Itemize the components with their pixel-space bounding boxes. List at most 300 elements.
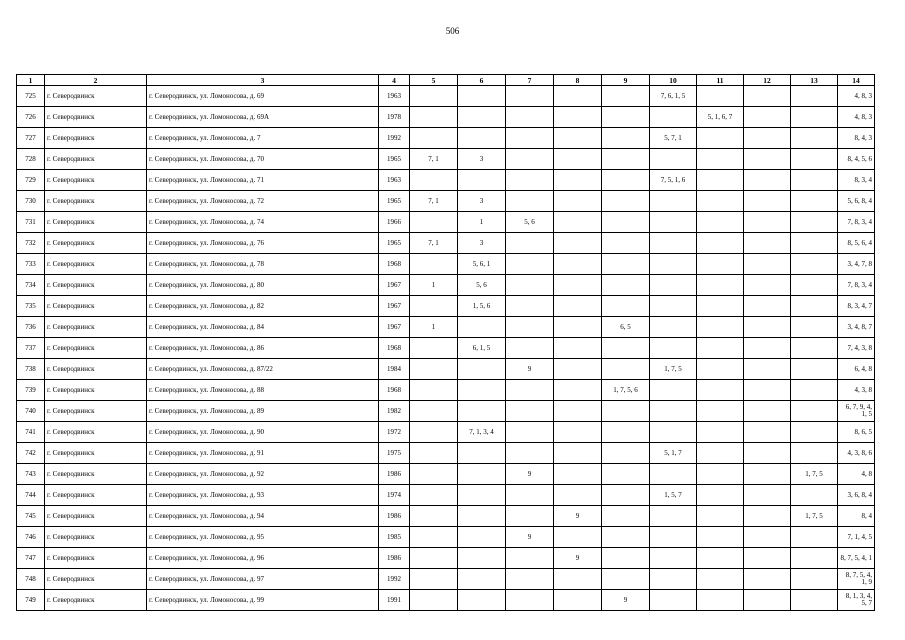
cell-col-3: г. Северодвинск, ул. Ломоносова, д. 91 <box>147 443 379 464</box>
cell-col-3: г. Северодвинск, ул. Ломоносова, д. 95 <box>147 527 379 548</box>
cell-col-3: г. Северодвинск, ул. Ломоносова, д. 87/22 <box>147 359 379 380</box>
cell-col-3: г. Северодвинск, ул. Ломоносова, д. 86 <box>147 338 379 359</box>
column-header-11: 11 <box>697 75 744 86</box>
cell-col-11 <box>697 590 744 611</box>
column-header-6: 6 <box>458 75 506 86</box>
table-row <box>17 317 875 338</box>
cell-col-12 <box>744 464 791 485</box>
cell-col-9 <box>602 275 650 296</box>
cell-col-3: г. Северодвинск, ул. Ломоносова, д. 99 <box>147 590 379 611</box>
cell-col-2: г. Северодвинск <box>45 506 147 527</box>
cell-col-1: 733 <box>17 254 45 275</box>
table-row <box>17 170 875 191</box>
cell-col-14: 7, 1, 4, 5 <box>838 527 875 548</box>
cell-col-14: 4, 3, 8, 6 <box>838 443 875 464</box>
cell-col-10 <box>650 233 697 254</box>
table-row <box>17 128 875 149</box>
cell-col-11 <box>697 380 744 401</box>
cell-col-12 <box>744 296 791 317</box>
cell-col-11 <box>697 254 744 275</box>
cell-col-7 <box>506 422 554 443</box>
cell-col-5 <box>410 212 458 233</box>
cell-col-3: г. Северодвинск, ул. Ломоносова, д. 69А <box>147 107 379 128</box>
cell-col-6 <box>458 527 506 548</box>
cell-col-13 <box>791 569 838 590</box>
cell-col-12 <box>744 527 791 548</box>
cell-col-8 <box>554 443 602 464</box>
table-row <box>17 86 875 107</box>
cell-col-1: 741 <box>17 422 45 443</box>
cell-col-7 <box>506 401 554 422</box>
cell-col-9 <box>602 548 650 569</box>
cell-col-2: г. Северодвинск <box>45 380 147 401</box>
cell-col-10: 1, 5, 7 <box>650 485 697 506</box>
cell-col-9 <box>602 422 650 443</box>
cell-col-6 <box>458 86 506 107</box>
cell-col-10 <box>650 464 697 485</box>
cell-col-2: г. Северодвинск <box>45 569 147 590</box>
cell-col-2: г. Северодвинск <box>45 107 147 128</box>
cell-col-3: г. Северодвинск, ул. Ломоносова, д. 93 <box>147 485 379 506</box>
cell-col-11 <box>697 191 744 212</box>
cell-col-14: 4, 8 <box>838 464 875 485</box>
column-header-3: 3 <box>147 75 379 86</box>
cell-col-2: г. Северодвинск <box>45 443 147 464</box>
cell-col-12 <box>744 149 791 170</box>
cell-col-4: 1967 <box>379 296 410 317</box>
table-row <box>17 506 875 527</box>
cell-col-9 <box>602 443 650 464</box>
table-row <box>17 338 875 359</box>
cell-col-1: 734 <box>17 275 45 296</box>
cell-col-4: 1986 <box>379 548 410 569</box>
cell-col-6: 1, 5, 6 <box>458 296 506 317</box>
cell-col-5: 7, 1 <box>410 149 458 170</box>
cell-col-4: 1972 <box>379 422 410 443</box>
cell-col-8 <box>554 359 602 380</box>
cell-col-10 <box>650 212 697 233</box>
cell-col-8 <box>554 233 602 254</box>
cell-col-12 <box>744 359 791 380</box>
cell-col-10 <box>650 191 697 212</box>
cell-col-14: 8, 4, 3 <box>838 128 875 149</box>
page-number: 506 <box>445 26 460 36</box>
cell-col-3: г. Северодвинск, ул. Ломоносова, д. 89 <box>147 401 379 422</box>
cell-col-11 <box>697 422 744 443</box>
cell-col-2: г. Северодвинск <box>45 191 147 212</box>
cell-col-8 <box>554 107 602 128</box>
cell-col-12 <box>744 128 791 149</box>
cell-col-9 <box>602 191 650 212</box>
table-row <box>17 485 875 506</box>
cell-col-7 <box>506 149 554 170</box>
cell-col-7 <box>506 569 554 590</box>
cell-col-7 <box>506 191 554 212</box>
cell-col-14: 8, 4 <box>838 506 875 527</box>
cell-col-6 <box>458 548 506 569</box>
cell-col-10 <box>650 254 697 275</box>
cell-col-10 <box>650 506 697 527</box>
cell-col-5 <box>410 569 458 590</box>
cell-col-5 <box>410 527 458 548</box>
cell-col-4: 1991 <box>379 590 410 611</box>
cell-col-7 <box>506 254 554 275</box>
column-header-4: 4 <box>379 75 410 86</box>
cell-col-5 <box>410 128 458 149</box>
cell-col-9 <box>602 359 650 380</box>
cell-col-4: 1982 <box>379 401 410 422</box>
cell-col-1: 740 <box>17 401 45 422</box>
cell-col-12 <box>744 254 791 275</box>
cell-col-4: 1986 <box>379 464 410 485</box>
cell-col-5 <box>410 170 458 191</box>
cell-col-14: 8, 6, 5 <box>838 422 875 443</box>
cell-col-9 <box>602 338 650 359</box>
cell-col-13 <box>791 590 838 611</box>
cell-col-1: 739 <box>17 380 45 401</box>
cell-col-4: 1992 <box>379 569 410 590</box>
cell-col-14: 5, 6, 8, 4 <box>838 191 875 212</box>
cell-col-2: г. Северодвинск <box>45 86 147 107</box>
cell-col-9 <box>602 527 650 548</box>
cell-col-9 <box>602 107 650 128</box>
cell-col-3: г. Северодвинск, ул. Ломоносова, д. 88 <box>147 380 379 401</box>
cell-col-4: 1963 <box>379 86 410 107</box>
cell-col-3: г. Северодвинск, ул. Ломоносова, д. 90 <box>147 422 379 443</box>
cell-col-8 <box>554 338 602 359</box>
cell-col-4: 1978 <box>379 107 410 128</box>
cell-col-11 <box>697 296 744 317</box>
cell-col-13: 1, 7, 5 <box>791 464 838 485</box>
cell-col-12 <box>744 422 791 443</box>
cell-col-5: 7, 1 <box>410 191 458 212</box>
cell-col-6: 7, 1, 3, 4 <box>458 422 506 443</box>
cell-col-12 <box>744 275 791 296</box>
column-header-2: 2 <box>45 75 147 86</box>
cell-col-1: 728 <box>17 149 45 170</box>
cell-col-5 <box>410 464 458 485</box>
cell-col-2: г. Северодвинск <box>45 275 147 296</box>
cell-col-6 <box>458 380 506 401</box>
cell-col-10 <box>650 590 697 611</box>
cell-col-3: г. Северодвинск, ул. Ломоносова, д. 71 <box>147 170 379 191</box>
cell-col-8: 9 <box>554 506 602 527</box>
cell-col-6: 3 <box>458 233 506 254</box>
cell-col-6 <box>458 443 506 464</box>
cell-col-14: 8, 7, 5, 4, 1, 9 <box>838 569 875 590</box>
cell-col-13 <box>791 128 838 149</box>
column-header-5: 5 <box>410 75 458 86</box>
table-row <box>17 191 875 212</box>
cell-col-8 <box>554 380 602 401</box>
cell-col-12 <box>744 401 791 422</box>
cell-col-8 <box>554 254 602 275</box>
cell-col-14: 8, 3, 4 <box>838 170 875 191</box>
cell-col-13 <box>791 254 838 275</box>
cell-col-3: г. Северодвинск, ул. Ломоносова, д. 76 <box>147 233 379 254</box>
cell-col-4: 1992 <box>379 128 410 149</box>
cell-col-13 <box>791 212 838 233</box>
cell-col-4: 1985 <box>379 527 410 548</box>
cell-col-6: 3 <box>458 149 506 170</box>
cell-col-10 <box>650 401 697 422</box>
cell-col-2: г. Северодвинск <box>45 422 147 443</box>
cell-col-9 <box>602 569 650 590</box>
cell-col-1: 729 <box>17 170 45 191</box>
cell-col-6: 5, 6 <box>458 275 506 296</box>
cell-col-8 <box>554 464 602 485</box>
cell-col-2: г. Северодвинск <box>45 548 147 569</box>
cell-col-14: 8, 7, 5, 4, 1 <box>838 548 875 569</box>
registry-table <box>16 74 875 611</box>
cell-col-9: 9 <box>602 590 650 611</box>
table-row <box>17 212 875 233</box>
cell-col-14: 6, 7, 9, 4, 1, 5 <box>838 401 875 422</box>
cell-col-5 <box>410 254 458 275</box>
cell-col-5 <box>410 380 458 401</box>
cell-col-2: г. Северодвинск <box>45 338 147 359</box>
cell-col-7 <box>506 443 554 464</box>
cell-col-7 <box>506 233 554 254</box>
cell-col-1: 726 <box>17 107 45 128</box>
cell-col-2: г. Северодвинск <box>45 296 147 317</box>
cell-col-3: г. Северодвинск, ул. Ломоносова, д. 70 <box>147 149 379 170</box>
cell-col-13 <box>791 443 838 464</box>
cell-col-10 <box>650 296 697 317</box>
cell-col-1: 737 <box>17 338 45 359</box>
cell-col-10 <box>650 527 697 548</box>
cell-col-6: 5, 6, 1 <box>458 254 506 275</box>
cell-col-4: 1966 <box>379 212 410 233</box>
cell-col-5 <box>410 422 458 443</box>
cell-col-5 <box>410 506 458 527</box>
cell-col-2: г. Северодвинск <box>45 527 147 548</box>
cell-col-8 <box>554 128 602 149</box>
cell-col-9 <box>602 149 650 170</box>
cell-col-13 <box>791 107 838 128</box>
cell-col-1: 747 <box>17 548 45 569</box>
cell-col-13 <box>791 86 838 107</box>
cell-col-6: 1 <box>458 212 506 233</box>
cell-col-7 <box>506 317 554 338</box>
cell-col-12 <box>744 506 791 527</box>
cell-col-4: 1984 <box>379 359 410 380</box>
cell-col-14: 8, 3, 4, 7 <box>838 296 875 317</box>
cell-col-7: 5, 6 <box>506 212 554 233</box>
cell-col-3: г. Северодвинск, ул. Ломоносова, д. 74 <box>147 212 379 233</box>
cell-col-7 <box>506 275 554 296</box>
cell-col-14: 4, 3, 8 <box>838 380 875 401</box>
cell-col-8 <box>554 422 602 443</box>
cell-col-3: г. Северодвинск, ул. Ломоносова, д. 72 <box>147 191 379 212</box>
cell-col-11 <box>697 170 744 191</box>
cell-col-9 <box>602 296 650 317</box>
cell-col-2: г. Северодвинск <box>45 317 147 338</box>
cell-col-5 <box>410 86 458 107</box>
cell-col-5 <box>410 359 458 380</box>
cell-col-11 <box>697 149 744 170</box>
cell-col-9 <box>602 212 650 233</box>
cell-col-13 <box>791 170 838 191</box>
cell-col-4: 1975 <box>379 443 410 464</box>
cell-col-13 <box>791 548 838 569</box>
cell-col-5 <box>410 338 458 359</box>
cell-col-11 <box>697 233 744 254</box>
cell-col-3: г. Северодвинск, ул. Ломоносова, д. 97 <box>147 569 379 590</box>
cell-col-8 <box>554 296 602 317</box>
cell-col-8 <box>554 527 602 548</box>
table-row <box>17 569 875 590</box>
cell-col-1: 743 <box>17 464 45 485</box>
cell-col-1: 748 <box>17 569 45 590</box>
cell-col-1: 745 <box>17 506 45 527</box>
cell-col-11 <box>697 86 744 107</box>
table-row <box>17 464 875 485</box>
cell-col-2: г. Северодвинск <box>45 233 147 254</box>
table-row <box>17 296 875 317</box>
cell-col-4: 1965 <box>379 149 410 170</box>
cell-col-13 <box>791 149 838 170</box>
cell-col-9 <box>602 506 650 527</box>
table-row <box>17 527 875 548</box>
cell-col-14: 4, 8, 3 <box>838 107 875 128</box>
table-row <box>17 359 875 380</box>
cell-col-3: г. Северодвинск, ул. Ломоносова, д. 78 <box>147 254 379 275</box>
cell-col-2: г. Северодвинск <box>45 464 147 485</box>
cell-col-14: 3, 4, 7, 8 <box>838 254 875 275</box>
cell-col-8 <box>554 317 602 338</box>
cell-col-12 <box>744 191 791 212</box>
column-header-9: 9 <box>602 75 650 86</box>
cell-col-8 <box>554 275 602 296</box>
cell-col-1: 746 <box>17 527 45 548</box>
cell-col-12 <box>744 317 791 338</box>
cell-col-13 <box>791 527 838 548</box>
table-row <box>17 380 875 401</box>
cell-col-1: 735 <box>17 296 45 317</box>
cell-col-14: 8, 1, 3, 4, 5, 7 <box>838 590 875 611</box>
cell-col-6 <box>458 506 506 527</box>
cell-col-7 <box>506 485 554 506</box>
cell-col-2: г. Северодвинск <box>45 170 147 191</box>
cell-col-2: г. Северодвинск <box>45 254 147 275</box>
cell-col-5: 1 <box>410 317 458 338</box>
cell-col-12 <box>744 590 791 611</box>
cell-col-14: 8, 5, 6, 4 <box>838 233 875 254</box>
cell-col-12 <box>744 212 791 233</box>
cell-col-3: г. Северодвинск, ул. Ломоносова, д. 82 <box>147 296 379 317</box>
cell-col-9 <box>602 86 650 107</box>
cell-col-14: 7, 4, 3, 8 <box>838 338 875 359</box>
cell-col-10: 7, 5, 1, 6 <box>650 170 697 191</box>
cell-col-11 <box>697 485 744 506</box>
cell-col-11 <box>697 506 744 527</box>
cell-col-6 <box>458 170 506 191</box>
cell-col-14: 3, 6, 8, 4 <box>838 485 875 506</box>
cell-col-10 <box>650 107 697 128</box>
table-row <box>17 275 875 296</box>
cell-col-11 <box>697 401 744 422</box>
cell-col-1: 732 <box>17 233 45 254</box>
cell-col-10: 1, 7, 5 <box>650 359 697 380</box>
cell-col-2: г. Северодвинск <box>45 401 147 422</box>
cell-col-7 <box>506 380 554 401</box>
cell-col-4: 1986 <box>379 506 410 527</box>
cell-col-11 <box>697 569 744 590</box>
cell-col-10 <box>650 338 697 359</box>
cell-col-7: 9 <box>506 464 554 485</box>
cell-col-8 <box>554 569 602 590</box>
cell-col-14: 7, 8, 3, 4 <box>838 212 875 233</box>
cell-col-3: г. Северодвинск, ул. Ломоносова, д. 69 <box>147 86 379 107</box>
cell-col-5 <box>410 590 458 611</box>
cell-col-13: 1, 7, 5 <box>791 506 838 527</box>
cell-col-11: 5, 1, 6, 7 <box>697 107 744 128</box>
cell-col-11 <box>697 548 744 569</box>
cell-col-14: 3, 4, 8, 7 <box>838 317 875 338</box>
cell-col-8 <box>554 191 602 212</box>
cell-col-11 <box>697 128 744 149</box>
cell-col-13 <box>791 422 838 443</box>
cell-col-9 <box>602 254 650 275</box>
cell-col-2: г. Северодвинск <box>45 359 147 380</box>
cell-col-10 <box>650 149 697 170</box>
cell-col-4: 1968 <box>379 254 410 275</box>
cell-col-7 <box>506 170 554 191</box>
cell-col-11 <box>697 464 744 485</box>
cell-col-1: 749 <box>17 590 45 611</box>
cell-col-1: 742 <box>17 443 45 464</box>
cell-col-7 <box>506 86 554 107</box>
cell-col-7: 9 <box>506 359 554 380</box>
cell-col-9: 6, 5 <box>602 317 650 338</box>
cell-col-13 <box>791 380 838 401</box>
cell-col-8 <box>554 86 602 107</box>
cell-col-12 <box>744 233 791 254</box>
cell-col-14: 7, 8, 3, 4 <box>838 275 875 296</box>
cell-col-4: 1965 <box>379 191 410 212</box>
column-header-14: 14 <box>838 75 875 86</box>
cell-col-11 <box>697 527 744 548</box>
cell-col-3: г. Северодвинск, ул. Ломоносова, д. 80 <box>147 275 379 296</box>
cell-col-7 <box>506 128 554 149</box>
cell-col-9 <box>602 401 650 422</box>
cell-col-9: 1, 7, 5, 6 <box>602 380 650 401</box>
cell-col-1: 727 <box>17 128 45 149</box>
cell-col-4: 1967 <box>379 317 410 338</box>
cell-col-4: 1968 <box>379 380 410 401</box>
cell-col-9 <box>602 485 650 506</box>
cell-col-7 <box>506 338 554 359</box>
cell-col-3: г. Северодвинск, ул. Ломоносова, д. 84 <box>147 317 379 338</box>
table-row <box>17 149 875 170</box>
cell-col-1: 744 <box>17 485 45 506</box>
cell-col-7 <box>506 548 554 569</box>
cell-col-11 <box>697 359 744 380</box>
cell-col-8 <box>554 170 602 191</box>
cell-col-13 <box>791 359 838 380</box>
cell-col-11 <box>697 212 744 233</box>
cell-col-11 <box>697 338 744 359</box>
cell-col-13 <box>791 275 838 296</box>
table-row <box>17 401 875 422</box>
cell-col-6 <box>458 359 506 380</box>
cell-col-1: 731 <box>17 212 45 233</box>
cell-col-14: 6, 4, 8 <box>838 359 875 380</box>
cell-col-11 <box>697 317 744 338</box>
cell-col-12 <box>744 107 791 128</box>
cell-col-6 <box>458 485 506 506</box>
